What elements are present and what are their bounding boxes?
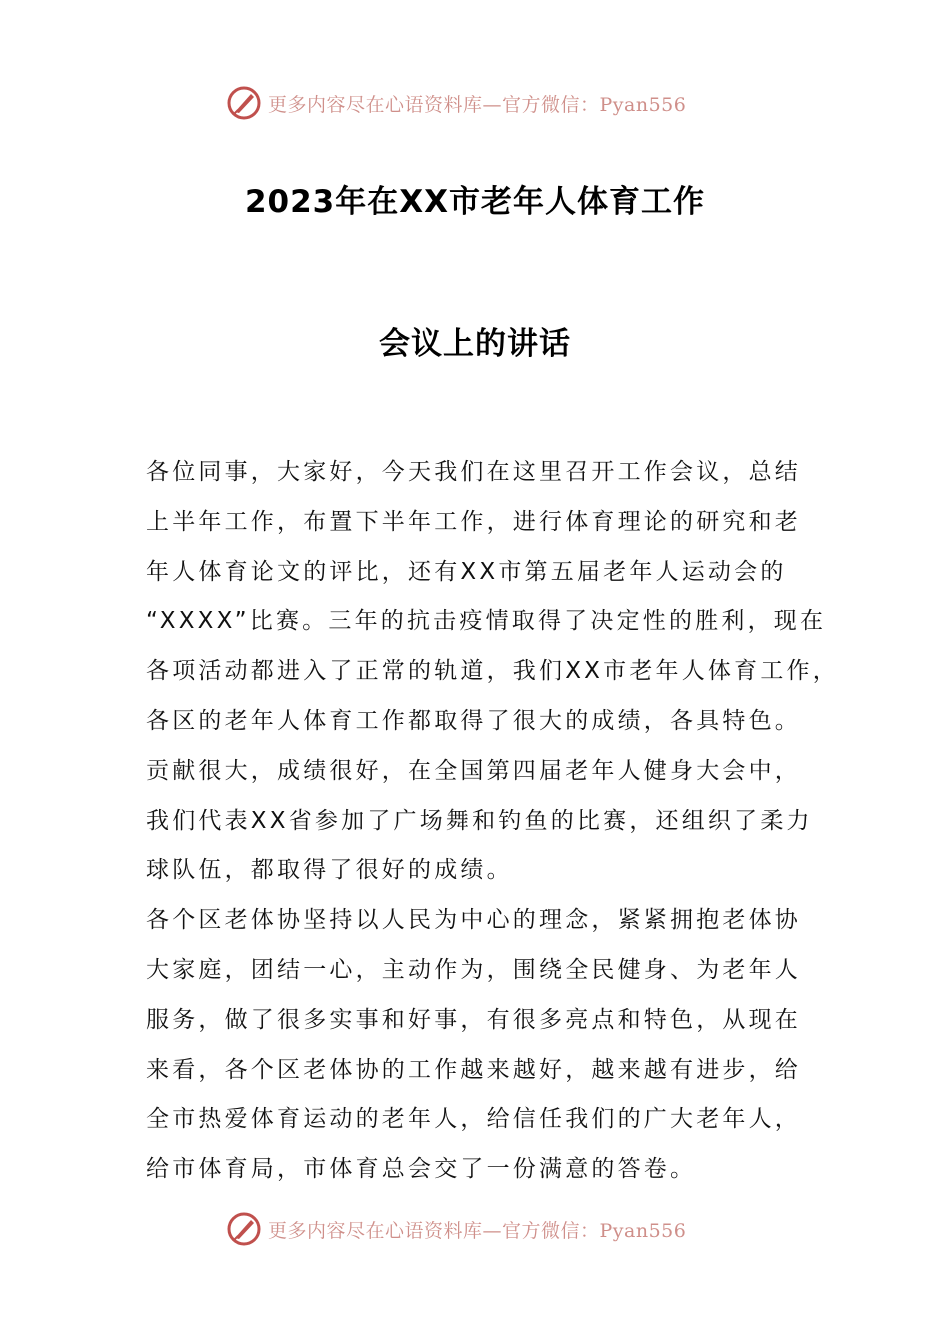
document-title-line-2: 会议上的讲话: [379, 326, 571, 362]
body-line: 上半年工作，布置下半年工作，进行体育理论的研究和老: [146, 508, 801, 535]
footer-watermark: [226, 1210, 686, 1248]
body-line: 各个区老体协坚持以人民为中心的理念，紧紧拥抱老体协: [146, 907, 801, 934]
body-line: 给市体育局，市体育总会交了一份满意的答卷。: [146, 1156, 697, 1183]
quill-logo-icon: [226, 1211, 262, 1247]
body-line: 服务，做了很多实事和好事，有很多亮点和特色，从现在: [146, 1006, 801, 1033]
body-line: 大家庭，团结一心，主动作为，围绕全民健身、为老年人: [146, 956, 801, 983]
watermark-text: 更多内容尽在心语资料库—官方微信：Pyan556: [268, 93, 687, 116]
body-line: 各位同事，大家好，今天我们在这里召开工作会议，总结: [146, 459, 801, 485]
watermark-text: 更多内容尽在心语资料库—官方微信：Pyan556: [268, 1219, 687, 1242]
body-line: 贡献很大，成绩很好，在全国第四届老年人健身大会中，: [146, 757, 801, 784]
body-line: 我们代表XX省参加了广场舞和钓鱼的比赛，还组织了柔力: [146, 807, 813, 834]
header-watermark: [226, 84, 686, 122]
body-line: 来看，各个区老体协的工作越来越好，越来越有进步，给: [146, 1056, 801, 1083]
body-line: 全市热爱体育运动的老年人，给信任我们的广大老年人，: [146, 1106, 801, 1133]
speech-body: [146, 448, 839, 1195]
body-line: 年人体育论文的评比，还有XX市第五届老年人运动会的: [146, 558, 787, 585]
body-line: 各区的老年人体育工作都取得了很大的成绩，各具特色。: [146, 707, 801, 734]
document-title-line-1: 2023年在XX市老年人体育工作: [244, 184, 706, 220]
body-line: 各项活动都进入了正常的轨道，我们XX市老年人体育工作，: [146, 658, 839, 685]
body-line: “XXXX”比赛。三年的抗击疫情取得了决定性的胜利，现在: [146, 608, 827, 635]
body-line: 球队伍，都取得了很好的成绩。: [146, 857, 513, 884]
quill-logo-icon: [226, 85, 262, 121]
